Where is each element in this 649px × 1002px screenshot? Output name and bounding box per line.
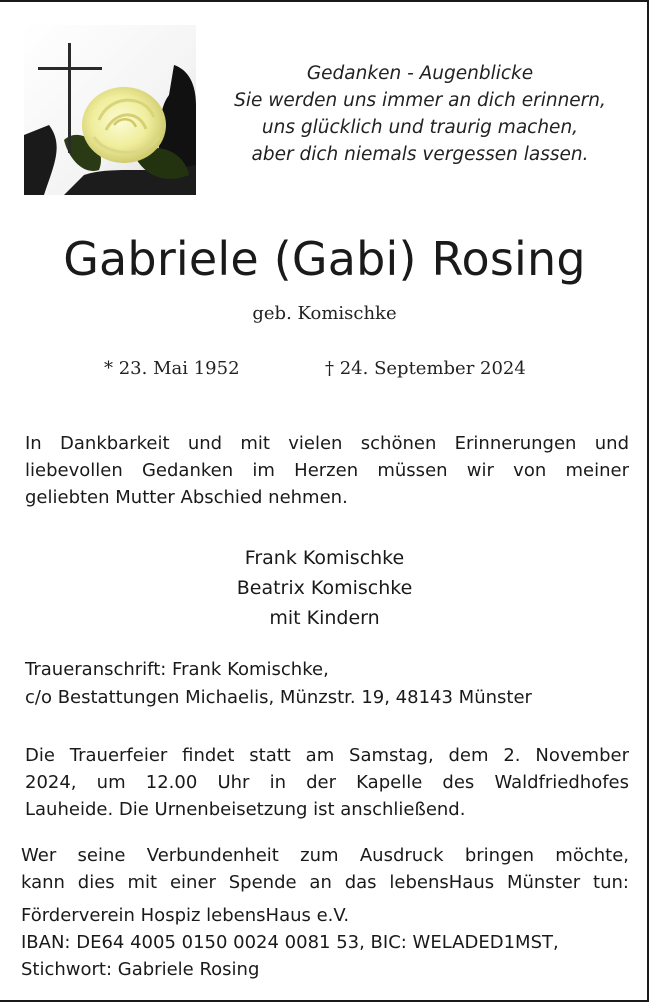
rose-icon [82,87,166,163]
message-line: In Dankbarkeit und mit vielen schönen Erinnerungen und [25,433,629,454]
farewell-message [25,430,629,511]
ceremony-info [25,742,629,823]
donation-line: Wer seine Verbundenheit zum Ausdruck bringen möchte, [21,845,629,866]
poem-line: uns glücklich und traurig machen, [261,117,579,138]
donation-request [21,842,629,896]
death-date: † 24. September 2024 [325,358,526,379]
bank-line: Stichwort: Gabriele Rosing [21,959,260,980]
mourning-address [25,656,532,712]
bank-line: IBAN: DE64 4005 0150 0024 0081 53, BIC: WELADED1MST, [21,932,559,953]
birth-date: * 23. Mai 1952 [104,358,240,379]
memorial-poem [210,60,630,168]
message-line: geliebten Mutter Abschied nehmen. [25,487,348,508]
family-member: Frank Komischke [244,547,405,569]
donation-line: kann dies mit einer Spende an das lebensHaus Münster tun: [21,872,629,893]
cross-rose-image [24,25,196,195]
address-line: Traueranschrift: Frank Komischke, [25,659,329,680]
bank-details [21,902,629,983]
ceremony-line: Lauheide. Die Urnenbeisetzung ist anschließend. [25,799,466,820]
ceremony-line: Die Trauerfeier findet statt am Samstag, dem 2. November [25,745,629,766]
family-signatures [0,543,649,633]
family-member: Beatrix Komischke [236,577,413,599]
birth-name: geb. Komischke [252,303,397,324]
poem-line: Gedanken - Augenblicke [306,63,534,84]
message-line: liebevollen Gedanken im Herzen müssen wir von meiner [25,460,629,481]
poem-line: aber dich niemals vergessen lassen. [251,144,589,165]
ceremony-line: 2024, um 12.00 Uhr in der Kapelle des Waldfriedhofes [25,772,629,793]
bank-line: Förderverein Hospiz lebensHaus e.V. [21,905,350,926]
address-line: c/o Bestattungen Michaelis, Münzstr. 19, 48143 Münster [25,687,532,708]
poem-line: Sie werden uns immer an dich erinnern, [234,90,606,111]
family-member: mit Kindern [269,607,380,629]
deceased-name: Gabriele (Gabi) Rosing [63,232,586,286]
